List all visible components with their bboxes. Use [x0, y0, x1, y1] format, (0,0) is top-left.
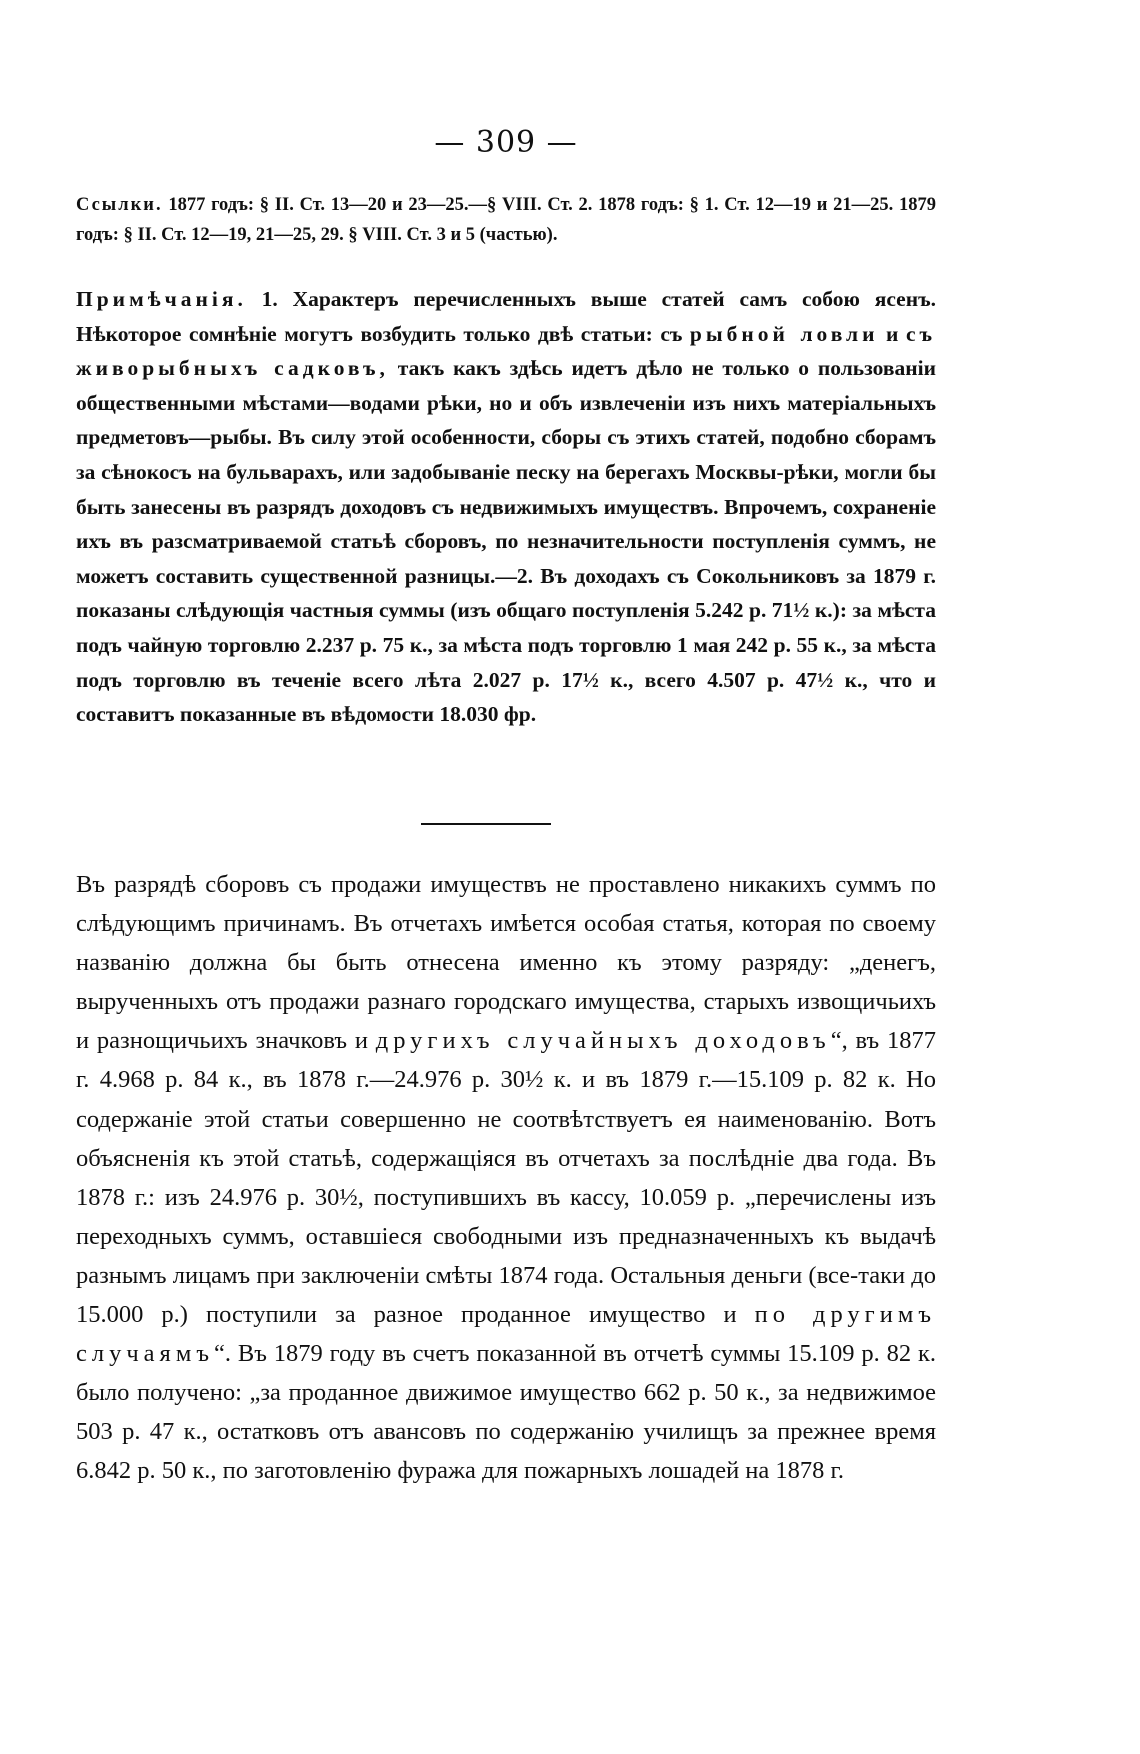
references-paragraph — [76, 190, 936, 250]
references-label: Ссылки. — [76, 195, 163, 215]
notes-text-3: такъ какъ здѣсь идетъ дѣло не только о пользованіи общественными мѣстами—водами рѣки, но и объ извлеченіи изъ нихъ матеріальныхъ предметовъ—рыбы. Въ силу этой особенности, сборы съ этихъ статей, подобно сборамъ за сѣнокосъ на бульварахъ, или задобываніе песку на берегахъ Москвы-рѣки, могли бы быть занесены въ разрядъ доходовъ съ недвижимыхъ имуществъ. Впрочемъ, сохраненіе ихъ въ разсматриваемой статьѣ сборовъ, по незначительности поступленія суммъ, не можетъ составить существенной разницы.—2. Въ доходахъ съ Сокольниковъ за 1879 г. показаны слѣдующія частныя суммы (изъ общаго поступленія 5.242 р. 71½ к.): за мѣста подъ чайную торговлю 2.237 р. 75 к., за мѣста подъ торговлю 1 мая 242 р. 55 к., за мѣста подъ торговлю въ теченіе всего лѣта 2.027 р. 17½ к., всего 4.507 р. 47½ к., что и составитъ показанные въ вѣдомости 18.030 фр. — [76, 356, 936, 727]
document-page — [76, 0, 936, 1754]
section-separator — [421, 823, 551, 825]
notes-paragraph — [76, 282, 936, 732]
body-text-1: Въ разрядѣ сборовъ съ продажи имуществъ не проставлено никакихъ суммъ по слѣдующимъ причинамъ. Въ отчетахъ имѣется особая статья, которая по своему названію должна бы быть отнесена именно къ этому разряду: „денегъ, вырученныхъ отъ продажи разнаго городскаго имущества, старыхъ извощичьихъ и разнощичьихъ значковъ и — [76, 871, 936, 1055]
notes-label: Примѣчанія. — [76, 287, 247, 311]
body-text-2: “, въ 1877 г. 4.968 р. 84 к., въ 1878 г.—24.976 р. 30½ к. и въ 1879 г.—15.109 р. 82 к. Но содержаніе этой статьи совершенно не соотвѣтствуетъ ея наименованію. Вотъ объясненія къ этой статьѣ, содержащіяся въ отчетахъ за послѣдніе два года. Въ 1878 г.: изъ 24.976 р. 30½, поступившихъ въ кассу, 10.059 р. „перечислены изъ переходныхъ суммъ, оставшіеся свободными изъ предназначенныхъ къ выдачѣ разнымъ лицамъ при заключеніи смѣты 1874 года. Остальныя деньги (все-таки до 15.000 р.) поступили за разное проданное имущество и — [76, 1027, 936, 1329]
notes-text-1: 1. Характеръ перечисленныхъ выше статей самъ собою ясенъ. Нѣкоторое сомнѣніе могутъ возбудить только двѣ статьи: съ — [76, 287, 936, 346]
body-text-3: “. Въ 1879 году въ счетъ показанной въ отчетѣ суммы 15.109 р. 82 к. было получено: „за проданное движимое имущество 662 р. 50 к., за недвижимое 503 р. 47 к., остатковъ отъ авансовъ по содержанію училищъ за прежнее время 6.842 р. 50 к., по заготовленію фуража для пожарныхъ лошадей на 1878 г. — [76, 1340, 936, 1485]
references-text: 1877 годъ: § II. Ст. 13—20 и 23—25.—§ VIII. Ст. 2. 1878 годъ: § 1. Ст. 12—19 и 21—25. 1879 годъ: § II. Ст. 12—19, 21—25, 29. § VIII. Ст. 3 и 5 (частью). — [76, 195, 936, 245]
page-number: — 309 — — [434, 125, 578, 160]
main-paragraph — [76, 865, 936, 1491]
main-paragraph-text — [76, 865, 936, 1491]
body-emphasis-other-cases: по другимъ случаямъ — [76, 1301, 937, 1368]
notes-text-2: и — [886, 321, 899, 346]
notes-emphasis-fishing: рыбной ловли — [689, 321, 879, 346]
notes-emphasis-fish-ponds: съ живорыбныхъ садковъ, — [76, 321, 937, 381]
body-emphasis-other-income: другихъ случайныхъ доходовъ — [375, 1027, 831, 1055]
